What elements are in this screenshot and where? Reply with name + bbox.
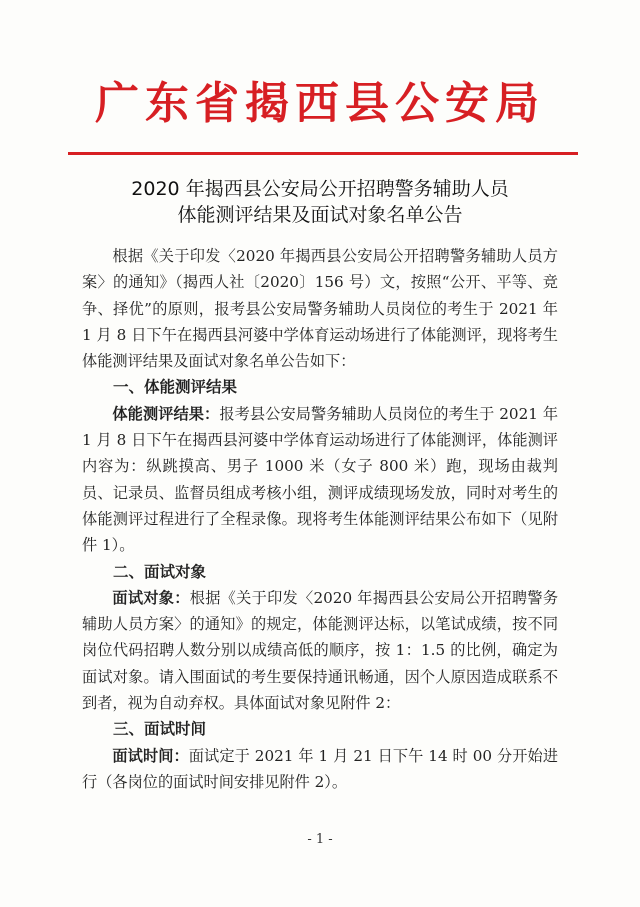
- paragraph-text: 报考县公安局警务辅助人员岗位的考生于 2021 年 1 月 8 日下午在揭西县河婆中学体育运动场进行了体能测评，体能测评内容为：纵跳摸高、男子 1000 米（女子 800 米）跑，现场由裁判员、记录员、监督员组成考核小组，测评成绩现场发放，同时对考生的体能测评过程进行了全程录像。现将考生体能测评结果公布如下（见附件 1）。: [82, 404, 559, 555]
- section-heading-interviewees: 二、面试对象: [113, 562, 207, 581]
- section-paragraph-fitness: [82, 401, 558, 559]
- paragraph-lead: 体能测评结果：: [112, 404, 220, 423]
- section-heading-interview-time: 三、面试时间: [113, 720, 207, 739]
- red-divider-line: [68, 152, 578, 155]
- organization-header: 广东省揭西县公安局: [95, 78, 545, 129]
- section-paragraph-interview-time: [82, 743, 558, 796]
- section-paragraph-interviewees: [82, 585, 558, 716]
- paragraph-text: 根据《关于印发〈2020 年揭西县公安局公开招聘警务辅助人员方案〉的通知》的规定，体能测评达标，以笔试成绩，按不同岗位代码招聘人数分别以成绩高低的顺序，按 1：1.5 的比例，确定为面试对象。请入围面试的考生要保持通讯畅通，因个人原因造成联系不到者，视为自动弃权。具体面试对象见附件 2：: [82, 588, 559, 713]
- intro-paragraph: 根据《关于印发〈2020 年揭西县公安局公开招聘警务辅助人员方案〉的通知》（揭西人社〔2020〕156 号）文，按照“公开、平等、竞争、择优”的原则，报考县公安局警务辅助人员岗位的考生于 2021 年 1 月 8 日下午在揭西县河婆中学体育运动场进行了体能测评，现将考生体能测评结果及面试对象名单公告如下：: [82, 247, 558, 371]
- section-heading-fitness: 一、体能测评结果: [113, 378, 238, 397]
- title-line-2: 体能测评结果及面试对象名单公告: [177, 204, 463, 226]
- document-title: [0, 176, 640, 228]
- page-number: - 1 -: [307, 832, 333, 847]
- document-body: [82, 243, 558, 795]
- paragraph-text: 面试定于 2021 年 1 月 21 日下午 14 时 00 分开始进行（各岗位的面试时间安排见附件 2）。: [82, 746, 559, 791]
- paragraph-lead: 面试时间：: [112, 746, 189, 765]
- title-line-1: 2020 年揭西县公安局公开招聘警务辅助人员: [131, 178, 509, 200]
- paragraph-lead: 面试对象：: [112, 588, 190, 607]
